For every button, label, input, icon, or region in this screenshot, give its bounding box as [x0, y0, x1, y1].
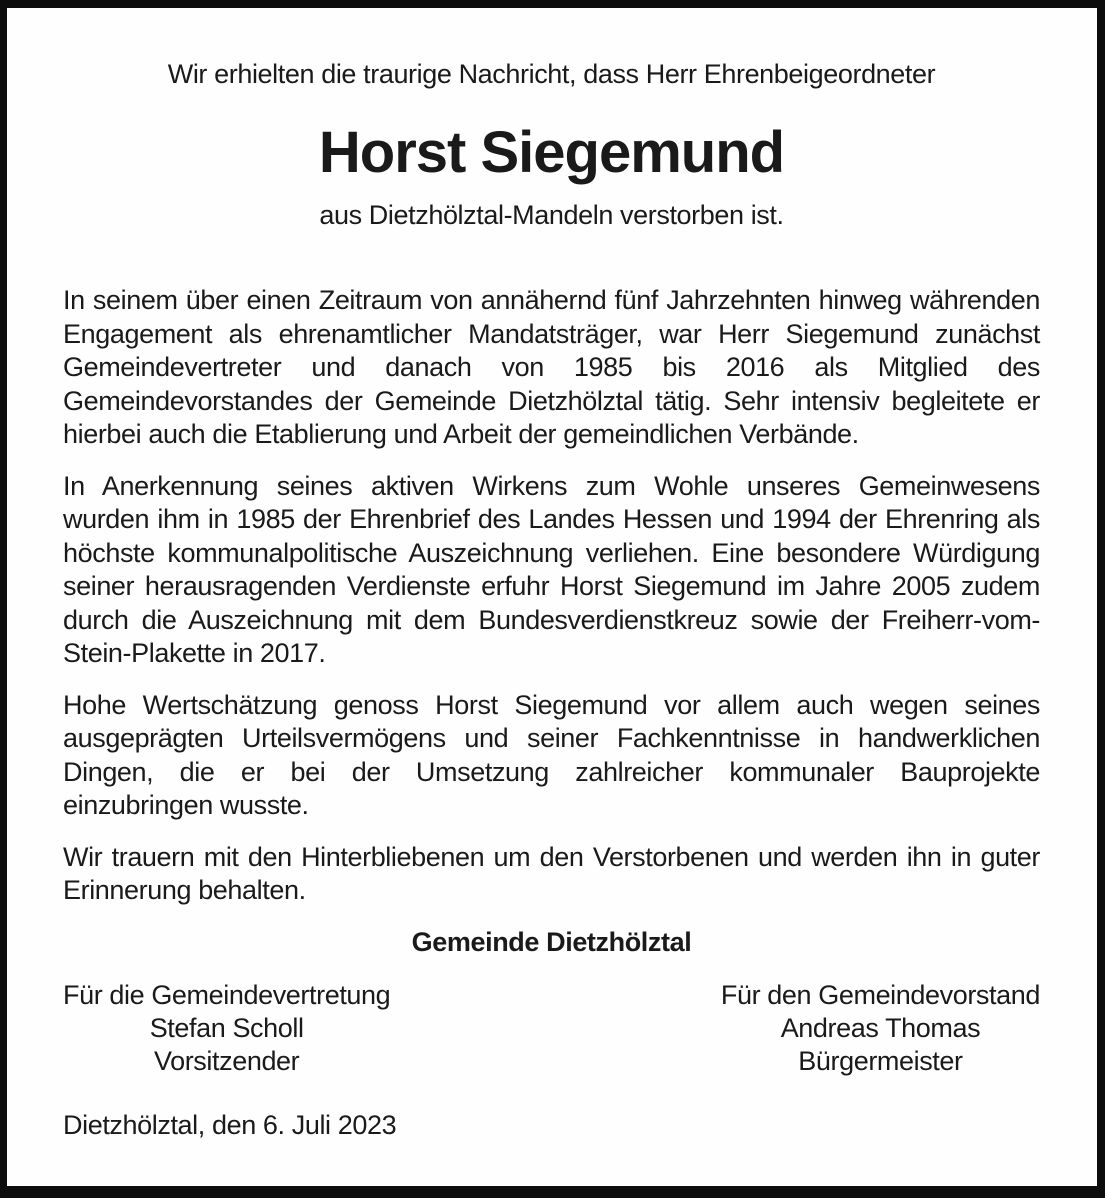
subtitle-line: aus Dietzhölztal-Mandeln verstorben ist.	[319, 200, 784, 230]
signature-block	[63, 979, 1040, 1078]
organization-name: Gemeinde Dietzhölztal	[411, 926, 692, 957]
paragraph-engagement: In seinem über einen Zeitraum von annähernd fünf Jahrzehnten hinweg währenden Engagement als ehrenamtlicher Mandatsträger, war Herr Siegemund zunächst Gemeindevertreter und danach von 1985 bis 2016 als Mitglied des Gemeindevorstandes der Gemeinde Dietzhölztal tätig. Sehr intensiv begleitete er hierbei auch die Etablierung und Arbeit der gemeindlichen Verbände.	[63, 285, 1040, 449]
signature-gemeindevertretung	[63, 979, 390, 1078]
deceased-name: Horst Siegemund	[318, 120, 785, 185]
notice-body	[63, 284, 1040, 908]
paragraph-esteem: Hohe Wertschätzung genoss Horst Siegemund vor allem auch wegen seines ausgeprägten Urteilsvermögens und seiner Fachkenntnisse in handwerklichen Dingen, die er bei der Umsetzung zahlreicher kommunaler Bauprojekte einzubringen wusste.	[63, 689, 1040, 820]
signature-person-name: Stefan Scholl	[149, 1012, 304, 1043]
intro-line: Wir erhielten die traurige Nachricht, dass Herr Ehrenbeigeordneter	[167, 59, 936, 89]
signature-on-behalf-of: Für die Gemeindevertretung	[63, 979, 391, 1010]
signature-person-title: Vorsitzender	[153, 1045, 300, 1076]
place-date-line: Dietzhölztal, den 6. Juli 2023	[63, 1109, 397, 1140]
signature-on-behalf-of: Für den Gemeindevorstand	[720, 979, 1040, 1010]
paragraph-honors: In Anerkennung seines aktiven Wirkens zum Wohle unseres Gemeinwesens wurden ihm in 1985 der Ehrenbrief des Landes Hessen und 1994 der Ehrenring als höchste kommunalpolitische Auszeichnung verliehen. Eine besondere Würdigung seiner herausragenden Verdienste erfuhr Horst Siegemund im Jahre 2005 zudem durch die Auszeichnung mit dem Bundesverdienstkreuz sowie der Freiherr-vom-Stein-Plakette in 2017.	[63, 470, 1040, 668]
signature-person-title: Bürgermeister	[798, 1045, 963, 1076]
signature-person-name: Andreas Thomas	[780, 1012, 981, 1043]
signature-gemeindevorstand	[721, 979, 1040, 1078]
paragraph-mourning: Wir trauern mit den Hinterbliebenen um den Verstorbenen und werden ihn in guter Erinnerung behalten.	[63, 841, 1040, 905]
